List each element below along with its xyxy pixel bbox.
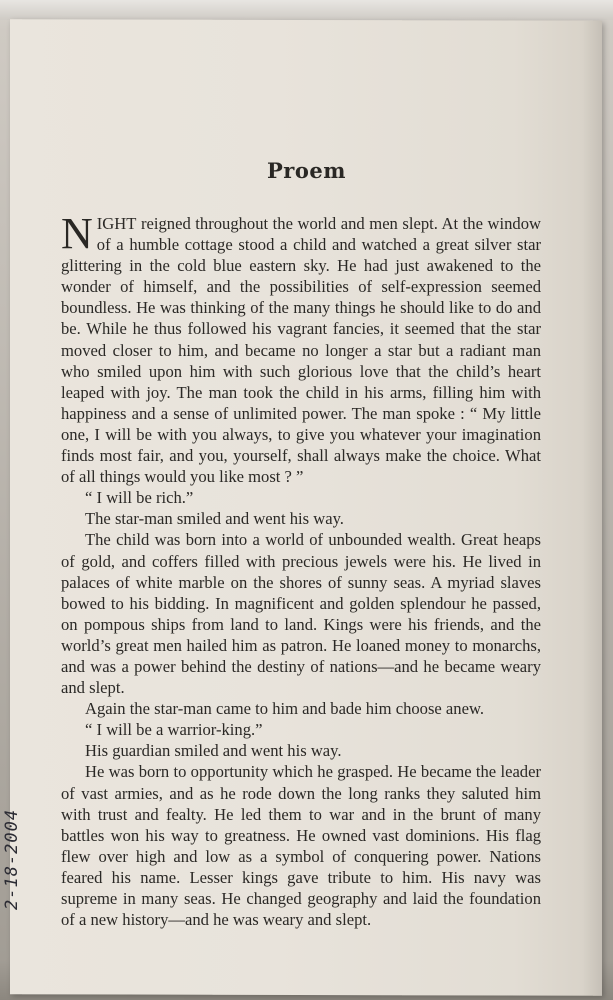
opening-paragraph — [61, 209, 541, 487]
paragraph: Again the star-man came to him and bade him choose anew. — [85, 699, 485, 719]
paragraph: “ I will be rich.” — [85, 488, 194, 508]
lead-word: IGHT — [96, 214, 137, 233]
paragraph: “ I will be a warrior-king.” — [85, 720, 263, 740]
top-background-band — [0, 0, 613, 20]
page-title: Proem — [267, 158, 346, 183]
paragraph: The star-man smiled and went his way. — [85, 509, 344, 529]
paragraph: The child was born into a world of unbounded wealth. Great heaps of gold, and coffers filled with precious jewels were his. He lived in palaces of white marble on the shores of sunny seas. A myriad slaves bowed to his bidding. In magnificent and golden splendour he passed, on pompous ships from land to land. Kings were his friends, and the world’s great men hailed him as patron. He loaned money to monarchs, and was a power behind the destiny of nations—and he became weary and slept. — [61, 530, 541, 698]
paragraph: His guardian smiled and went his way. — [85, 741, 342, 761]
handwritten-date-note: 2-18-2004 — [2, 808, 22, 910]
drop-cap: N — [61, 209, 93, 258]
paragraph: He was born to opportunity which he grasped. He became the leader of vast armies, and as he rode down the long ranks they saluted him with trust and fealty. He led them to war and in the brunt of many battles won his way to greatness. He owned vast dominions. His flag flew over high and low as a symbol of conquering power. Nations feared his name. Lesser kings gave tribute to him. His navy was supreme in many seas. He changed geography and laid the foundation of a new history—and he was weary and slept. — [61, 762, 541, 930]
opening-paragraph-text: reigned throughout the world and men slept. At the window of a humble cottage stood a child and watched a great silver star glittering in the cold blue eastern sky. He had just awakened to the wonder of himself, and the possibilities of self-expression seemed boundless. He was thinking of the many things he should like to do and be. While he thus followed his vagrant fancies, it seemed that the star moved closer to him, and became no longer a star but a radiant man who smiled upon him with such glorious love that the child’s heart leaped with joy. The man took the child in his arms, filling him with happiness and a sense of unlimited power. The man spoke : “ My little one, I will be with you always, to give you whatever your imagination finds most fair, and you, yourself, shall always make the choice. What of all things would you like most ? ” — [61, 214, 541, 487]
body-text — [61, 209, 541, 930]
